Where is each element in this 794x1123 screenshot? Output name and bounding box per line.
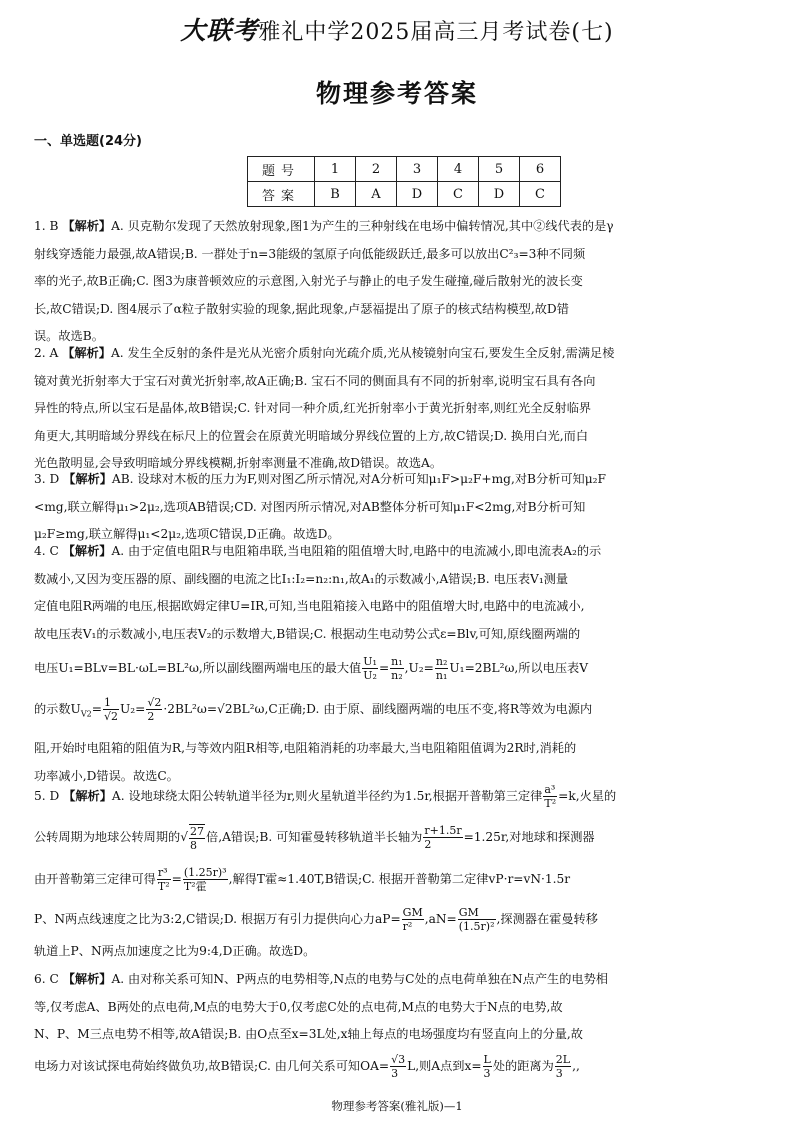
table-header-number: 题号 xyxy=(248,157,315,182)
table-cell: 4 xyxy=(438,157,479,182)
analysis-tag: 【解析】 xyxy=(62,972,112,986)
answer-table xyxy=(247,156,561,207)
text-line xyxy=(34,538,766,566)
page-title: 物理参考答案 xyxy=(315,79,478,108)
fraction: $\frac{\text{U₁}}{\text{U₂}}$ xyxy=(363,655,377,682)
table-cell: 1 xyxy=(315,157,356,182)
exam-header xyxy=(0,14,794,50)
text-run: 电场力对该试探电荷始终做负功,故B错误;C. 由几何关系可知OA= xyxy=(34,1058,390,1073)
text-run: =1.25r,对地球和探测器 xyxy=(463,830,595,844)
fraction: $\frac{\text{n₂}}{\text{n₁}}$ xyxy=(435,655,448,682)
solution-3 xyxy=(34,466,766,549)
text-run: = xyxy=(378,661,390,675)
text-run: = xyxy=(171,872,182,886)
text-run: 电压U₁=BLv=BL·ωL=BL²ω,所以副线圈两端电压的最大值 xyxy=(34,661,362,675)
text-line: 故电压表V₁的示数减小,电压表V₂的示数增大,B错误;C. 根据动生电动势公式ε=Blv,可知,原线圈两端的 xyxy=(34,626,581,641)
text-line: 阻,开始时电阻箱的阻值为R,与等效内阻R相等,电阻箱消耗的功率最大,当电阻箱阻值调为2R时,消耗的 xyxy=(34,741,577,756)
text-line xyxy=(34,340,766,368)
question-number: 4. C xyxy=(34,544,63,558)
answer-table-number-row xyxy=(248,157,561,182)
text-run: AB. 设球对木板的压力为F,则对图乙所示情况,对A分析可知μ₁F>μ₂F+mg,对B分析可知μ₂F xyxy=(111,472,606,486)
text-run: 处的距离为 xyxy=(492,1058,554,1073)
text-run: A. 设地球绕太阳公转轨道半径为r,则火星轨道半径约为1.5r,根据开普勒第三定律 xyxy=(111,789,543,803)
fraction: $\frac{GM}{\text{(1.5r)²}}$ xyxy=(458,906,495,933)
fraction: $\frac{\text{n₁}}{\text{n₂}}$ xyxy=(391,655,403,682)
table-header-answer: 答案 xyxy=(248,182,315,207)
question-number: 5. D xyxy=(34,789,64,803)
analysis-tag: 【解析】 xyxy=(63,789,112,803)
solution-1 xyxy=(34,213,766,351)
answer-table-answer-row xyxy=(248,182,561,207)
formula-line xyxy=(34,648,766,688)
text-line: 数减小,又因为变压器的原、副线圈的电流之比I₁:I₂=n₂:n₁,故A₁的示数减小,A错误;B. 电压表V₁测量 xyxy=(34,571,569,586)
text-line: <mg,联立解得μ₁>2μ₂,选项AB错误;CD. 对图丙所示情况,对AB整体分析可知μ₁F<2mg,对B分析可知 xyxy=(34,499,586,514)
text-line xyxy=(34,966,766,994)
formula-line xyxy=(34,858,766,900)
formula-line xyxy=(34,900,766,938)
text-run: ·2BL²ω=√2BL²ω,C正确;D. 由于原、副线圈两端的电压不变,将R等效为电源内 xyxy=(163,702,593,716)
formula-line xyxy=(34,1049,766,1083)
question-number: 3. D xyxy=(34,472,64,486)
question-number: 1. B xyxy=(34,219,63,233)
table-cell: 3 xyxy=(397,157,438,182)
subscript: V2 xyxy=(80,709,92,719)
text-line: μ₂F≥mg,联立解得μ₁<2μ₂,选项C错误,D正确。故选D。 xyxy=(34,527,340,541)
table-cell: A xyxy=(356,182,397,207)
fraction: $\frac{√3}{3}$ xyxy=(391,1052,406,1080)
text-run: 公转周期为地球公转周期的√ xyxy=(34,830,189,844)
table-cell: 6 xyxy=(520,157,561,182)
fraction: $\frac{r+1.5r}{2}$ xyxy=(424,824,462,851)
text-line: 光色散明显,会导致明暗域分界线模糊,折射率测量不准确,故D错误。故选A。 xyxy=(34,456,443,470)
text-run: ,探测器在霍曼转移 xyxy=(496,912,598,926)
text-run: 倍,A错误;B. 可知霍曼转移轨道半长轴为 xyxy=(206,830,423,844)
analysis-tag: 【解析】 xyxy=(63,472,112,486)
formula-line xyxy=(34,776,766,816)
table-cell: C xyxy=(438,182,479,207)
question-number: 2. A xyxy=(34,346,63,360)
text-run: ,U₂= xyxy=(404,661,434,675)
text-run: A. 由对称关系可知N、P两点的电势相等,N点的电势与C处的点电荷单独在N点产生的电势相 xyxy=(111,972,608,986)
text-run: U₁=2BL²ω,所以电压表V xyxy=(449,661,589,675)
text-run: A. 发生全反射的条件是光从光密介质射向光疏介质,光从棱镜射向宝石,要发生全反射,需满足棱 xyxy=(110,346,615,360)
table-cell: 5 xyxy=(479,157,520,182)
text-line: 误。故选B。 xyxy=(34,329,104,343)
text-run: U₂= xyxy=(119,702,146,716)
text-line: 长,故C错误;D. 图4展示了α粒子散射实验的现象,据此现象,卢瑟福提出了原子的核式结构模型,故D错 xyxy=(34,301,569,316)
analysis-tag: 【解析】 xyxy=(62,346,111,360)
fraction: $\frac{1}{√2}$ xyxy=(103,696,118,723)
solution-2 xyxy=(34,340,766,478)
text-run: ,aN= xyxy=(424,912,457,926)
text-run: A. 由于定值电阻R与电阻箱串联,当电阻箱的阻值增大时,电路中的电流减小,即电流表A₂的示 xyxy=(111,544,602,558)
fraction: $\frac{L}{3}$ xyxy=(483,1052,491,1080)
solution-4 xyxy=(34,538,766,790)
text-line: 镜对黄光折射率大于宝石对黄光折射率,故A正确;B. 宝石不同的侧面具有不同的折射率,说明宝石具有各向 xyxy=(34,373,596,388)
analysis-tag: 【解析】 xyxy=(62,219,112,233)
fraction: $\frac{\text{(1.25r)³}}{\text{T²霍}}$ xyxy=(183,866,227,893)
solution-6 xyxy=(34,966,766,1083)
text-line: 射线穿透能力最强,故A错误;B. 一群处于n=3能级的氢原子向低能级跃迁,最多可以放出C²₃=3种不同频 xyxy=(34,246,586,261)
text-line: 异性的特点,所以宝石是晶体,故B错误;C. 针对同一种介质,红光折射率小于黄光折射率,则红光全反射临界 xyxy=(34,401,592,415)
fraction: $\frac{\text{a³}}{\text{T²}}$ xyxy=(544,783,557,810)
solution-5 xyxy=(34,776,766,966)
table-cell: B xyxy=(315,182,356,207)
fraction: $\frac{27}{8}$ xyxy=(190,824,205,852)
exam-title: 雅礼中学2025届高三月考试卷(七) xyxy=(258,20,614,45)
section-heading: 一、单选题(24分) xyxy=(34,134,142,149)
text-run: = xyxy=(91,702,102,716)
question-number: 6. C xyxy=(34,972,63,986)
text-line: 角更大,其明暗域分界线在标尺上的位置会在原黄光明暗域分界线位置的上方,故C错误;D. 换用白光,而白 xyxy=(34,428,589,443)
brand-logo-text: 大联考 xyxy=(180,16,259,45)
text-run: A. 贝克勒尔发现了天然放射现象,图1为产生的三种射线在电场中偏转情况,其中②线代表的是γ xyxy=(111,219,614,233)
text-line xyxy=(34,213,766,241)
text-line: 定值电阻R两端的电压,根据欧姆定律U=IR,可知,当电阻箱接入电路中的阻值增大时,电路中的电流减小, xyxy=(34,599,585,613)
text-run: P、N两点线速度之比为3:2,C错误;D. 根据万有引力提供向心力aP= xyxy=(34,912,401,926)
page-footer: 物理参考答案(雅礼版)—1 xyxy=(331,1099,463,1113)
text-run: =k,火星的 xyxy=(558,789,617,803)
fraction: $\frac{\text{r³}}{\text{T²}}$ xyxy=(157,866,170,893)
table-cell: D xyxy=(479,182,520,207)
text-run: 由开普勒第三定律可得 xyxy=(34,872,156,886)
analysis-tag: 【解析】 xyxy=(62,544,112,558)
text-run: ,解得T霍≈1.40T,B错误;C. 根据开普勒第二定律vP·r=vN·1.5r xyxy=(228,872,571,886)
text-run: ,, xyxy=(572,1058,580,1073)
text-line: 率的光子,故B正确;C. 图3为康普顿效应的示意图,入射光子与静止的电子发生碰撞,碰后散射光的波长变 xyxy=(34,274,583,288)
formula-line xyxy=(34,688,766,735)
fraction: $\frac{GM}{\text{r²}}$ xyxy=(402,906,423,933)
table-cell: C xyxy=(520,182,561,207)
text-run: L,则A点到x= xyxy=(407,1058,482,1073)
table-cell: D xyxy=(397,182,438,207)
text-line xyxy=(34,466,766,494)
text-run: 的示数U xyxy=(34,702,81,716)
text-line: N、P、M三点电势不相等,故A错误;B. 由O点至x=3L处,x轴上每点的电场强度均有竖直向上的分量,故 xyxy=(34,1027,583,1041)
table-cell: 2 xyxy=(356,157,397,182)
text-line: 轨道上P、N两点加速度之比为9:4,D正确。故选D。 xyxy=(34,944,316,958)
fraction: $\frac{2L}{3}$ xyxy=(555,1052,571,1080)
formula-line xyxy=(34,816,766,858)
text-line: 等,仅考虑A、B两处的点电荷,M点的电势大于0,仅考虑C处的点电荷,M点的电势大于N点的电势,故 xyxy=(34,999,563,1014)
text-line: 功率减小,D错误。故选C。 xyxy=(34,768,179,783)
fraction: $\frac{√2}{2}$ xyxy=(147,696,162,723)
